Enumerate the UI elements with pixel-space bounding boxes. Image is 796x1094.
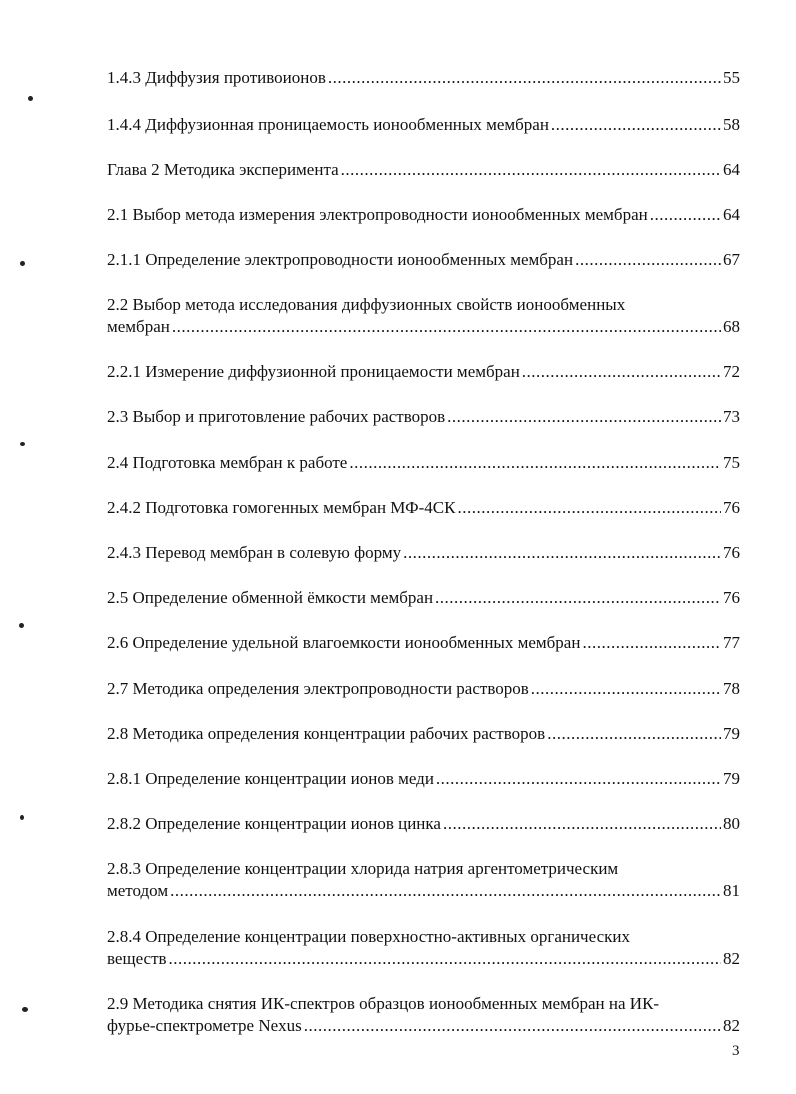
leader-dots <box>170 880 721 902</box>
toc-entry-title: 2.4.3 Перевод мембран в солевую форму <box>107 543 402 562</box>
toc-entry-page: 72 <box>723 362 740 381</box>
toc-entry <box>107 249 740 271</box>
toc-entry <box>107 294 740 338</box>
toc-entry-title: 2.1 Выбор метода измерения электропроводности ионообменных мембран <box>107 205 648 224</box>
toc-entry <box>107 632 740 654</box>
toc-entry <box>107 542 740 564</box>
toc-entry <box>107 993 740 1037</box>
toc-entry-page: 82 <box>723 949 740 968</box>
leader-dots <box>531 678 721 700</box>
toc-entry <box>107 813 740 835</box>
toc-entry-page: 78 <box>723 679 740 698</box>
toc-entry-title: 2.1.1 Определение электропроводности ионообменных мембран <box>107 250 574 269</box>
scan-speck <box>28 96 33 101</box>
toc-entry-page: 82 <box>723 1016 740 1035</box>
toc-entry-page: 64 <box>723 205 740 224</box>
toc-entry <box>107 587 740 609</box>
toc-entry-title: 1.4.4 Диффузионная проницаемость ионообменных мембран <box>107 115 549 134</box>
toc-entry <box>107 497 740 519</box>
toc-entry-title: 2.4 Подготовка мембран к работе <box>107 453 348 472</box>
scan-speck <box>22 1007 28 1012</box>
toc-entry-title: 2.8.2 Определение концентрации ионов цинка <box>107 814 441 833</box>
leader-dots <box>457 497 721 519</box>
leader-dots <box>169 948 721 970</box>
leader-dots <box>328 67 721 89</box>
toc-entry-title: 2.4.2 Подготовка гомогенных мембран МФ-4СК <box>107 498 456 517</box>
toc-entry-page: 73 <box>723 407 740 426</box>
toc-entry-title: 1.4.3 Диффузия противоионов <box>107 68 326 87</box>
leader-dots <box>349 452 721 474</box>
leader-dots <box>547 723 721 745</box>
toc-entry <box>107 768 740 790</box>
leader-dots <box>304 1015 721 1037</box>
toc-entry <box>107 678 740 700</box>
toc-entry-title-line1: 2.8.3 Определение концентрации хлорида натрия аргентометрическим <box>107 859 619 878</box>
leader-dots <box>551 114 721 136</box>
toc-entry-title: 2.3 Выбор и приготовление рабочих растворов <box>107 407 446 426</box>
toc-entry <box>107 858 740 902</box>
toc-entry <box>107 361 740 383</box>
toc-entry-title: мембран <box>107 317 170 336</box>
toc-entry <box>107 67 740 89</box>
toc-entry <box>107 926 740 970</box>
toc-entry-page: 81 <box>723 881 740 900</box>
toc-entry-title: 2.8.1 Определение концентрации ионов меди <box>107 769 434 788</box>
toc-entry-page: 67 <box>723 250 740 269</box>
leader-dots <box>582 632 721 654</box>
toc-entry-page: 64 <box>723 160 740 179</box>
leader-dots <box>650 204 721 226</box>
toc-entry-page: 55 <box>723 68 740 87</box>
toc-entry-page: 68 <box>723 317 740 336</box>
leader-dots <box>522 361 721 383</box>
toc-entry-title-line1: 2.9 Методика снятия ИК-спектров образцов ионообменных мембран на ИК- <box>107 994 660 1013</box>
toc-entry <box>107 114 740 136</box>
leader-dots <box>435 587 721 609</box>
toc-entry-title-line1: 2.8.4 Определение концентрации поверхностно-активных органических <box>107 927 630 946</box>
leader-dots <box>403 542 721 564</box>
toc-entry-page: 58 <box>723 115 740 134</box>
toc-entry-page: 79 <box>723 769 740 788</box>
toc-entry-title: 2.5 Определение обменной ёмкости мембран <box>107 588 434 607</box>
leader-dots <box>436 768 721 790</box>
toc-entry-title: веществ <box>107 949 167 968</box>
toc-entry-page: 76 <box>723 543 740 562</box>
scan-speck <box>20 815 24 820</box>
toc-entry-title: методом <box>107 881 169 900</box>
toc-entry-page: 79 <box>723 724 740 743</box>
page-number: 3 <box>732 1043 740 1059</box>
scan-speck <box>20 261 25 266</box>
leader-dots <box>341 159 721 181</box>
leader-dots <box>447 406 721 428</box>
toc-entry-title-line1: 2.2 Выбор метода исследования диффузионных свойств ионообменных <box>107 295 626 314</box>
toc-entry-title: 2.2.1 Измерение диффузионной проницаемости мембран <box>107 362 520 381</box>
toc-entry <box>107 406 740 428</box>
toc-entry-page: 75 <box>723 453 740 472</box>
leader-dots <box>575 249 721 271</box>
scan-speck <box>19 623 24 628</box>
leader-dots <box>172 316 721 338</box>
toc-entry-page: 80 <box>723 814 740 833</box>
toc-entry-title: 2.8 Методика определения концентрации рабочих растворов <box>107 724 546 743</box>
toc-entry <box>107 204 740 226</box>
toc-entry-page: 76 <box>723 588 740 607</box>
toc-entry-title: фурье-спектрометре Nexus <box>107 1016 302 1035</box>
toc-entry <box>107 452 740 474</box>
leader-dots <box>443 813 721 835</box>
toc-entry <box>107 159 740 181</box>
toc-entry-page: 77 <box>723 633 740 652</box>
toc-entry-title: Глава 2 Методика эксперимента <box>107 160 339 179</box>
toc-entry-page: 76 <box>723 498 740 517</box>
toc-entry-title: 2.6 Определение удельной влагоемкости ионообменных мембран <box>107 633 581 652</box>
scan-speck <box>20 442 25 446</box>
toc-entry <box>107 723 740 745</box>
toc-entry-title: 2.7 Методика определения электропроводности растворов <box>107 679 529 698</box>
